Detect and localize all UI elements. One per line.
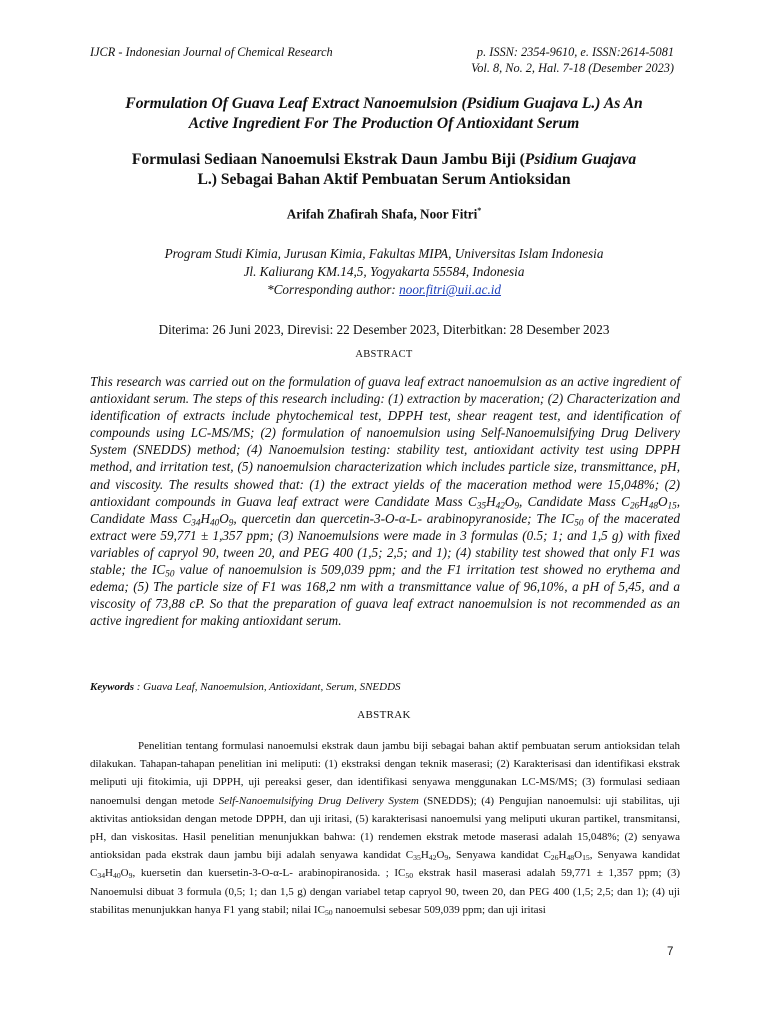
keywords-text: : Guava Leaf, Nanoemulsion, Antioxidant, Serum, SNEDDS	[134, 681, 401, 693]
corresponding-mark: *	[477, 206, 482, 215]
affiliation-line2: Jl. Kaliurang KM.14,5, Yogyakarta 55584, Indonesia	[243, 264, 525, 279]
subscript: 50	[165, 568, 175, 579]
issn-line: p. ISSN: 2354-9610, e. ISSN:2614-5081	[476, 45, 674, 59]
subscript: 42	[428, 853, 437, 863]
corresponding-author	[60, 281, 708, 299]
abstract-text: of the macerated extract were 59,771 ± 1,357 ppm; (3) Nanoemulsions were made in 3 formulas (0.5; 1; and 1,5 g) with fixed variables of capryol 90, tween 20, and PEG 400 (1,5; 2,5; and 1); (4) stability test showed that only F1 was stable; the IC	[90, 510, 680, 578]
abstract-text: H	[639, 493, 649, 509]
author-names: Arifah Zhafirah Shafa, Noor Fitri	[286, 206, 478, 222]
subscript: 40	[112, 871, 121, 881]
keywords	[90, 681, 401, 693]
abstrak-body	[90, 737, 680, 919]
title-english	[60, 94, 708, 134]
subscript: 42	[495, 499, 505, 510]
abstrak-text: H	[420, 849, 429, 862]
subscript: 9	[128, 871, 133, 881]
abstrak-text: O	[120, 867, 129, 880]
subscript: 9	[514, 499, 519, 510]
abstract-text: O	[657, 493, 668, 509]
subscript: 50	[574, 517, 584, 528]
subscript: 34	[97, 871, 106, 881]
abstract-text: This research was carried out on the formulation of guava leaf extract nanoemulsion as an active ingredient of antioxidant serum. The steps of this research including: (1) extraction by maceration; (2) Characterization and identification of extracts include phytochemical test, DPPH test, shear reagent test, and identification of compounds using LC-MS/MS; (2) formulation of nanoemulsion using Self-Nanoemulsifying Drug Delivery System (SNEDDS) method; (4) Nanoemulsion testing: stability test, antioxidant activity test using DPPH method, and irritation test, (5) nanoemulsion characterization which includes particle size, transmittance, pH, and viscosity. The results showed that: (1) the extract yields of the maceration method were 15,048%; (2) antioxidant compounds in Guava leaf extract were Candidate Mass C	[90, 374, 680, 509]
keywords-label: Keywords	[90, 681, 134, 693]
affiliation	[60, 245, 708, 299]
abstract-body	[90, 373, 680, 629]
title-indonesian	[60, 150, 708, 190]
abstract-heading: ABSTRACT	[355, 349, 413, 360]
corresponding-label: *Corresponding author:	[266, 282, 400, 297]
affiliation-line1: Program Studi Kimia, Jurusan Kimia, Fakultas MIPA, Universitas Islam Indonesia	[164, 246, 604, 261]
author-list	[60, 206, 708, 222]
subscript: 9	[444, 853, 449, 863]
abstract-text: H	[486, 493, 496, 509]
abstract-text: O	[504, 493, 515, 509]
abstrak-text: O	[574, 849, 583, 862]
title-indonesian-line1	[60, 150, 708, 170]
abstrak-text: O	[436, 849, 445, 862]
page-number: 7	[667, 946, 674, 958]
abstrak-text: Penelitian tentang formulasi nanoemulsi ekstrak daun jambu biji sebagai bahan aktif pembuatan serum antioksidan telah dilakukan. Tahapan-tahapan penelitian ini meliputi: (1) ekstraksi dengan teknik maserasi; (2) Karakterisasi dan identifikasi ekstrak meliputi uji fitokimia, uji DPPH, uji pereaksi geser, dan identifikasi senyawa menggunakan LC-MS/MS; (3) formulasi sediaan nanoemulsi dengan metode	[90, 740, 680, 807]
subscript: 48	[566, 853, 575, 863]
title-english-line1: Formulation Of Guava Leaf Extract Nanoemulsion (Psidium Guajava L.) As An	[125, 95, 643, 112]
subscript: 26	[550, 853, 559, 863]
publication-dates: Diterima: 26 Juni 2023, Direvisi: 22 Desember 2023, Diterbitkan: 28 Desember 2023	[158, 322, 610, 337]
abstrak-text: (SNEDDS); (4) Pengujian nanoemulsi: uji stabilitas, uji aktivitas antioksidan dengan metode DPPH, dan uji iritasi, (5) karakterisasi nanoemulsi yang meliputi ukuran partikel, transmitansi, pH, dan viskositas. Hasil penelitian menunjukkan bahwa: (1) rendemen ekstrak metode maserasi adalah 15,048%; (2) senyawa antioksidan pada ekstrak daun jambu biji adalah senyawa kandidat C	[90, 794, 680, 862]
email-link[interactable]: noor.fitri@uii.ac.id	[399, 282, 502, 297]
subscript: 35	[476, 499, 487, 510]
abstract-text: , Candidate Mass C	[519, 493, 630, 509]
subscript: 40	[210, 517, 220, 528]
abstrak-text: ekstrak hasil maserasi adalah 59,771 ± 1,357 ppm; (3) Nanoemulsi dibuat 3 formula (0,5; 1; dan 1,5 g) dengan variabel tetap capryol 90, tween 20, dan PEG 400 (1,5; 2,5; dan 1); (4) uji stabilitas menunjukkan hanya F1 yang stabil; nilai IC	[90, 867, 680, 916]
abstrak-text: H	[105, 867, 113, 880]
subscript: 9	[228, 517, 234, 528]
subscript: 50	[405, 871, 414, 881]
running-header-journal: IJCR - Indonesian Journal of Chemical Research	[90, 45, 333, 59]
subscript: 34	[191, 517, 201, 528]
subscript: 26	[629, 499, 640, 510]
abstrak-italic-term: Self-Nanoemulsifying Drug Delivery System	[218, 794, 419, 807]
title-indonesian-species: Psidium Guajava	[524, 151, 637, 168]
subscript: 35	[413, 853, 421, 863]
volume-line: Vol. 8, No. 2, Hal. 7-18 (Desember 2023)	[471, 61, 674, 75]
abstract-text: H	[200, 510, 211, 526]
abstract-text: , Candidate Mass C	[90, 493, 680, 526]
abstrak-text: nanoemulsi sebesar 509,039 ppm; dan uji iritasi	[332, 903, 546, 916]
subscript: 15	[667, 499, 677, 510]
abstrak-heading: ABSTRAK	[357, 709, 411, 721]
title-indonesian-line2: L.) Sebagai Bahan Aktif Pembuatan Serum Antioksidan	[197, 171, 571, 188]
abstrak-text: , kuersetin dan kuersetin-3-O-α-L- arabinopiranosida. ; IC	[132, 867, 406, 880]
abstract-text: , quercetin dan quercetin-3-O-α-L- arabinopyranoside; The IC	[233, 510, 575, 526]
subscript: 48	[648, 499, 658, 510]
title-indonesian-part-a: Formulasi Sediaan Nanoemulsi Ekstrak Daun Jambu Biji (	[131, 151, 525, 168]
abstract-text: value of nanoemulsion is 509,039 ppm; and the F1 irritation test showed no erythema and edema; (5) The particle size of F1 was 168,2 nm with a transmittance value of 96,10%, a pH of 5,45, and a viscosity of 73,88 cP. So that the preparation of guava leaf extract nanoemulsion is not recommended as an active ingredient for making antioxidant serum.	[90, 562, 680, 629]
subscript: 15	[582, 853, 590, 863]
abstrak-text: , Senyawa kandidat C	[90, 849, 681, 880]
abstrak-text: , Senyawa kandidat C	[448, 849, 551, 862]
subscript: 50	[324, 907, 333, 917]
title-english-line2: Active Ingredient For The Production Of Antioxidant Serum	[188, 115, 580, 132]
abstrak-text: H	[558, 849, 567, 862]
running-header-issn	[471, 44, 674, 76]
abstract-text: O	[219, 510, 229, 526]
